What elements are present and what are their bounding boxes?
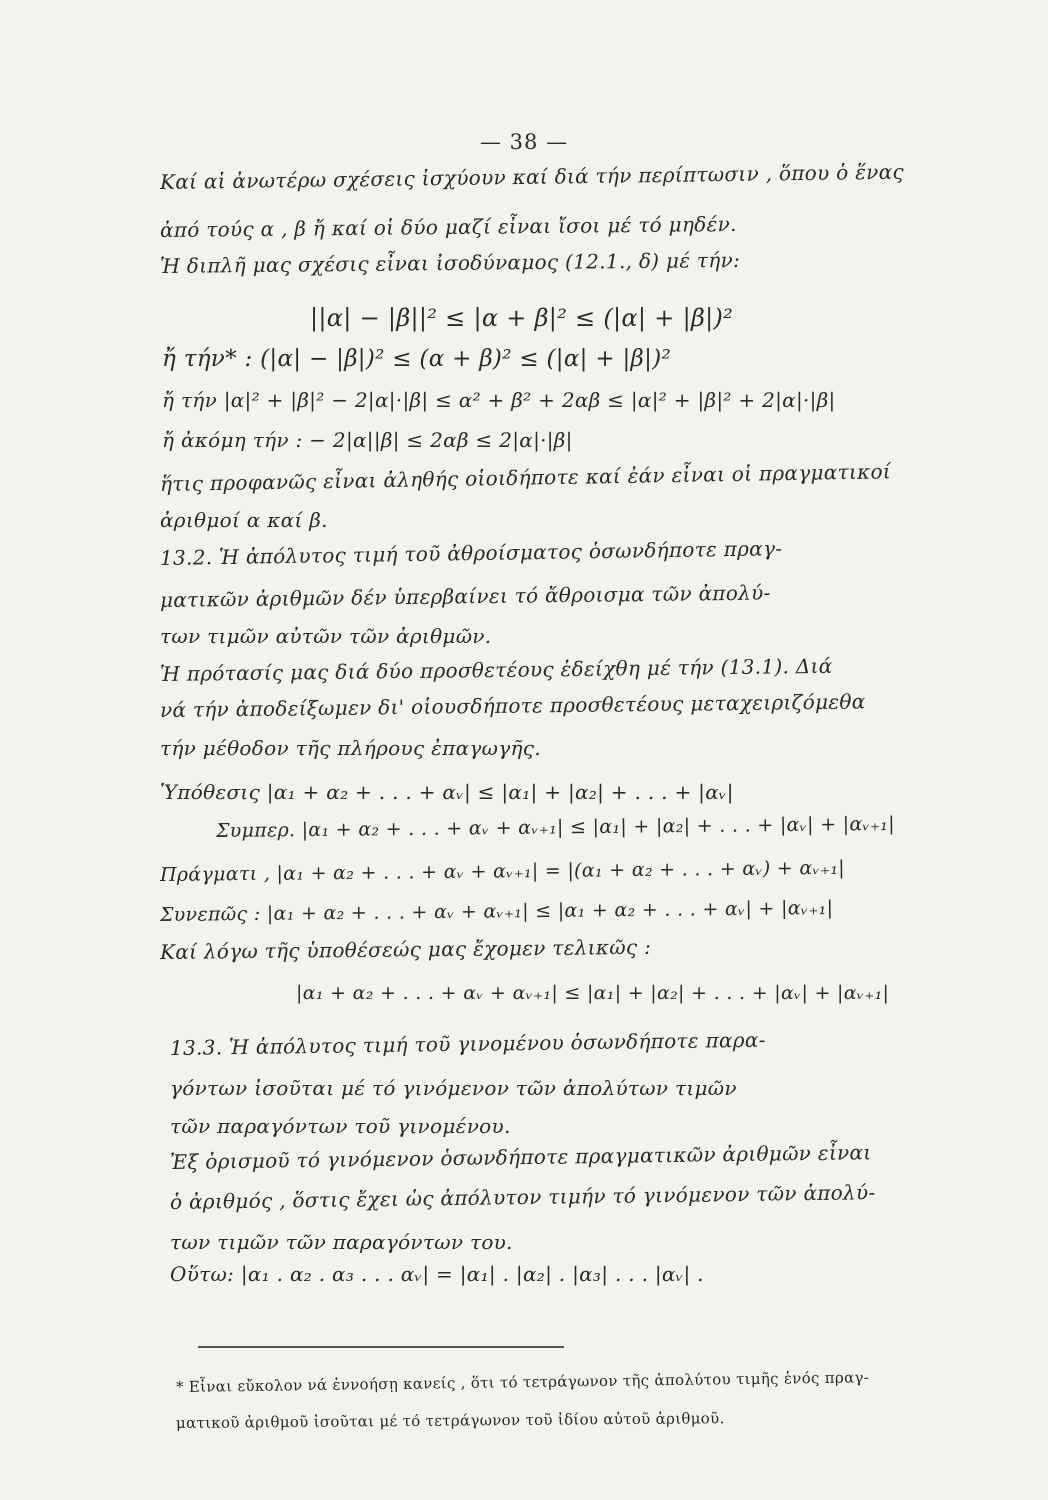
text-line: Ἡ πρότασίς μας διά δύο προσθετέους ἐδείχθη μέ τήν (13.1). Διά [159,653,833,686]
text-line: Καί αἱ ἀνωτέρω σχέσεις ἰσχύουν καί διά τήν περίπτωσιν , ὅπου ὁ ἕνας [159,159,905,194]
formula-line: ἤ ἀκόμη τήν : − 2|α||β| ≤ 2αβ ≤ 2|α|·|β| [162,428,573,452]
text-line: ἀπό τούς α , β ἤ καί οἱ δύο μαζί εἶναι ἴσοι μέ τό μηδέν. [159,211,737,242]
text-line: των τιμῶν τῶν παραγόντων του. [170,1230,513,1254]
formula-line: ἤ τήν |α|² + |β|² − 2|α|·|β| ≤ α² + β² + 2αβ ≤ |α|² + |β|² + 2|α|·|β| [162,388,836,412]
section-heading-13-3: 13.3. Ἡ ἀπόλυτος τιμή τοῦ γινομένου ὁσωνδήποτε παρα- [169,1027,766,1060]
text-line: ὁ ἀριθμός , ὅστις ἔχει ὡς ἀπόλυτον τιμήν τό γινόμενον τῶν ἀπολύ- [169,1180,876,1214]
footnote-line: ματικοῦ ἀριθμοῦ ἰσοῦται μέ τό τετράγωνον τοῦ ἰδίου αὐτοῦ ἀριθμοῦ. [175,1409,725,1432]
footnote-divider [198,1346,564,1348]
text-line: ἥτις προφανῶς εἶναι ἀληθής οἱοιδήποτε καί ἐάν εἶναι οἱ πραγματικοί [159,459,892,496]
formula-line: ||α| − |β||² ≤ |α + β|² ≤ (|α| + |β|)² [310,304,734,332]
formula-line: Οὕτω: |α₁ . α₂ . α₃ . . . αᵥ| = |α₁| . |α₂| . |α₃| . . . |αᵥ| . [170,1262,704,1286]
section-heading-13-3: τῶν παραγόντων τοῦ γινομένου. [170,1114,511,1138]
text-line: νά τήν ἀποδείξωμεν δι' οἱουσδήποτε προσθετέους μεταχειριζόμεθα [159,689,866,722]
section-heading-13-2: ματικῶν ἀριθμῶν δέν ὑπερβαίνει τό ἄθροισμα τῶν ἀπολύ- [159,580,771,612]
text-line: Ἡ διπλῆ μας σχέσις εἶναι ἰσοδύναμος (12.1., δ) μέ τήν: [159,247,741,278]
formula-line: |α₁ + α₂ + . . . + αᵥ + αᵥ₊₁| ≤ |α₁| + |α₂| + . . . + |αᵥ| + |αᵥ₊₁| [296,982,890,1004]
section-heading-13-3: γόντων ἰσοῦται μέ τό γινόμενον τῶν ἀπολύτων τιμῶν [170,1076,737,1100]
formula-line: Συμπερ. |α₁ + α₂ + . . . + αᵥ + αᵥ₊₁| ≤ |α₁| + |α₂| + . . . + |αᵥ| + |αᵥ₊₁| [215,812,895,842]
text-line: Ἐξ ὁρισμοῦ τό γινόμενον ὁσωνδήποτε πραγματικῶν ἀριθμῶν εἶναι [169,1140,872,1174]
formula-line: Συνεπῶς : |α₁ + α₂ + . . . + αᵥ + αᵥ₊₁| ≤ |α₁ + α₂ + . . . + αᵥ| + |αᵥ₊₁| [159,896,834,926]
text-line: ἀριθμοί α καί β. [160,508,328,532]
text-line: Καί λόγω τῆς ὑποθέσεώς μας ἔχομεν τελικῶς : [159,934,652,964]
text-line: τήν μέθοδον τῆς πλήρους ἐπαγωγῆς. [160,736,541,760]
page-number: — 38 — [480,130,569,154]
formula-line: Πράγματι , |α₁ + α₂ + . . . + αᵥ + αᵥ₊₁| = |(α₁ + α₂ + . . . + αᵥ) + αᵥ₊₁| [159,856,845,886]
formula-line: Ὑπόθεσις |α₁ + α₂ + . . . + αᵥ| ≤ |α₁| + |α₂| + . . . + |αᵥ| [160,780,734,804]
formula-line: ἤ τήν* : (|α| − |β|)² ≤ (α + β)² ≤ (|α| + |β|)² [162,346,671,372]
section-heading-13-2: των τιμῶν αὐτῶν τῶν ἀριθμῶν. [160,624,492,648]
footnote-line: * Εἶναι εὔκολον νά ἐννοήσῃ κανείς , ὅτι τό τετράγωνον τῆς ἀπολύτου τιμῆς ἑνός πραγ- [175,1368,870,1396]
section-heading-13-2: 13.2. Ἡ ἀπόλυτος τιμή τοῦ ἀθροίσματος ὁσωνδήποτε πραγ- [159,536,783,570]
